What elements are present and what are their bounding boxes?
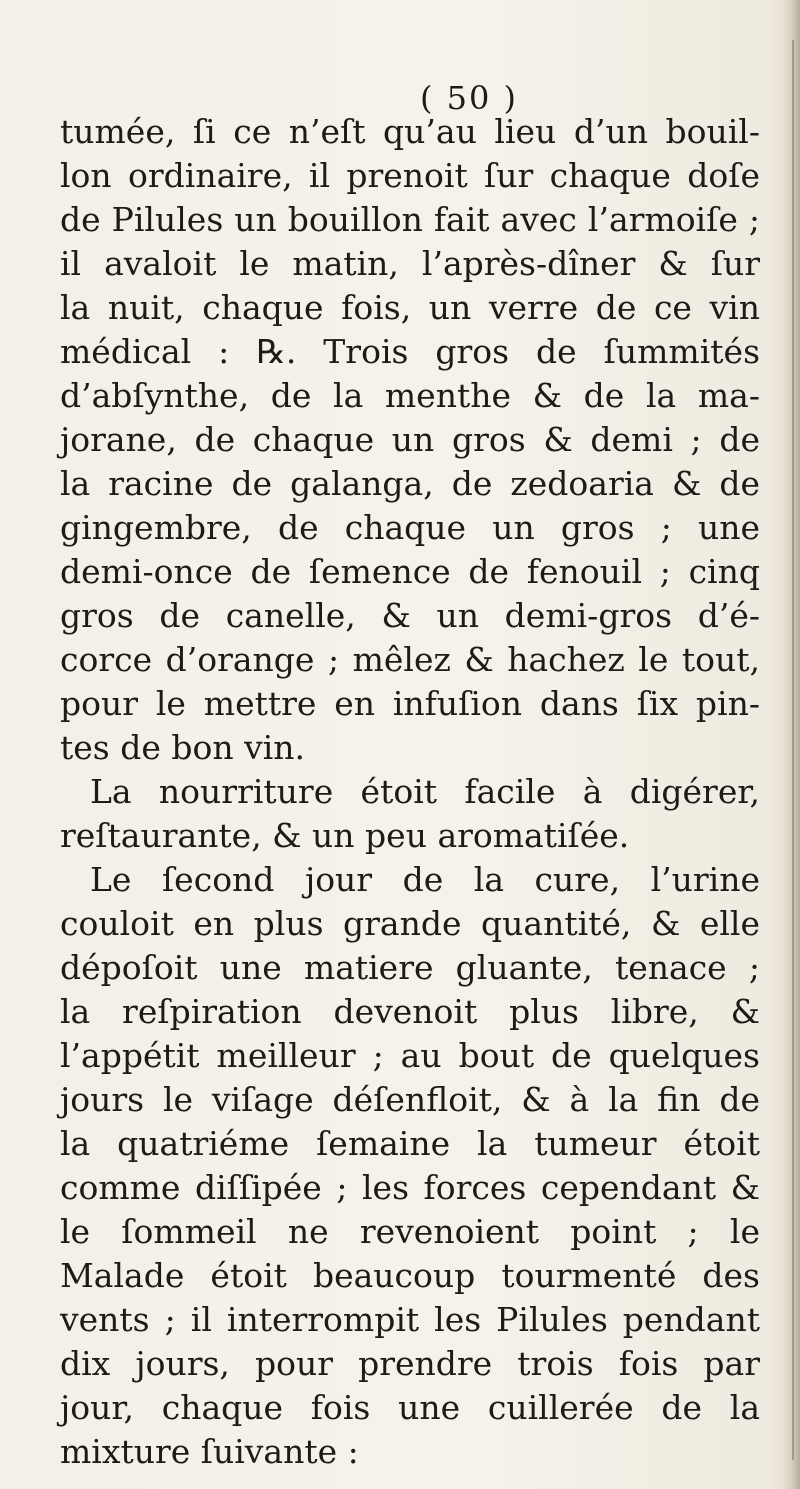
text-line: la quatriéme ſemaine la tumeur étoit (60, 1124, 760, 1163)
text-line: de Pilules un bouillon fait avec l’armoiſe ; (60, 200, 760, 239)
page-number: ( 50 ) (420, 79, 519, 117)
page-edge-line (792, 40, 794, 1460)
text-line: la reſpiration devenoit plus libre, & (60, 992, 760, 1031)
text-line: gros de canelle, & un demi-gros d’é- (60, 596, 760, 635)
text-line: lon ordinaire, il prenoit ſur chaque doſe (60, 156, 760, 195)
text-line: gingembre, de chaque un gros ; une (60, 508, 760, 547)
text-line: jour, chaque fois une cuillerée de la (60, 1388, 760, 1427)
text-line: mixture ſuivante : (60, 1432, 359, 1471)
text-line: jorane, de chaque un gros & demi ; de (60, 420, 760, 459)
text-line: d’abſynthe, de la menthe & de la ma- (60, 376, 760, 415)
text-line: comme diſſipée ; les forces cependant & (60, 1168, 760, 1207)
text-line: il avaloit le matin, l’après-dîner & ſur (60, 244, 760, 283)
text-line: tumée, ſi ce n’eſt qu’au lieu d’un bouil- (60, 112, 760, 151)
text-line: La nourriture étoit facile à digérer, (90, 772, 760, 811)
text-line: dix jours, pour prendre trois fois par (60, 1344, 760, 1383)
text-line: dépoſoit une matiere gluante, tenace ; (60, 948, 760, 987)
text-line: couloit en plus grande quantité, & elle (60, 904, 760, 943)
text-line: Le ſecond jour de la cure, l’urine (90, 860, 760, 899)
text-line: vents ; il interrompit les Pilules pendant (60, 1300, 760, 1339)
text-line: la nuit, chaque fois, un verre de ce vin (60, 288, 760, 327)
text-line: tes de bon vin. (60, 728, 306, 767)
text-line: pour le mettre en infuſion dans ſix pin- (60, 684, 760, 723)
text-line: jours le viſage déſenfloit, & à la fin de (60, 1080, 760, 1119)
page-gutter-shadow (782, 0, 800, 1489)
text-line: la racine de galanga, de zedoaria & de (60, 464, 760, 503)
text-line: le ſommeil ne revenoient point ; le (60, 1212, 760, 1251)
text-line: l’appétit meilleur ; au bout de quelques (60, 1036, 760, 1075)
text-line: corce d’orange ; mêlez & hachez le tout, (60, 640, 760, 679)
text-line: Malade étoit beaucoup tourmenté des (60, 1256, 760, 1295)
text-line: demi-once de ſemence de fenouil ; cinq (60, 552, 760, 591)
text-line: reſtaurante, & un peu aromatiſée. (60, 816, 630, 855)
text-line: médical : ℞. Trois gros de ſummités (60, 332, 760, 371)
body-text (60, 110, 760, 1474)
